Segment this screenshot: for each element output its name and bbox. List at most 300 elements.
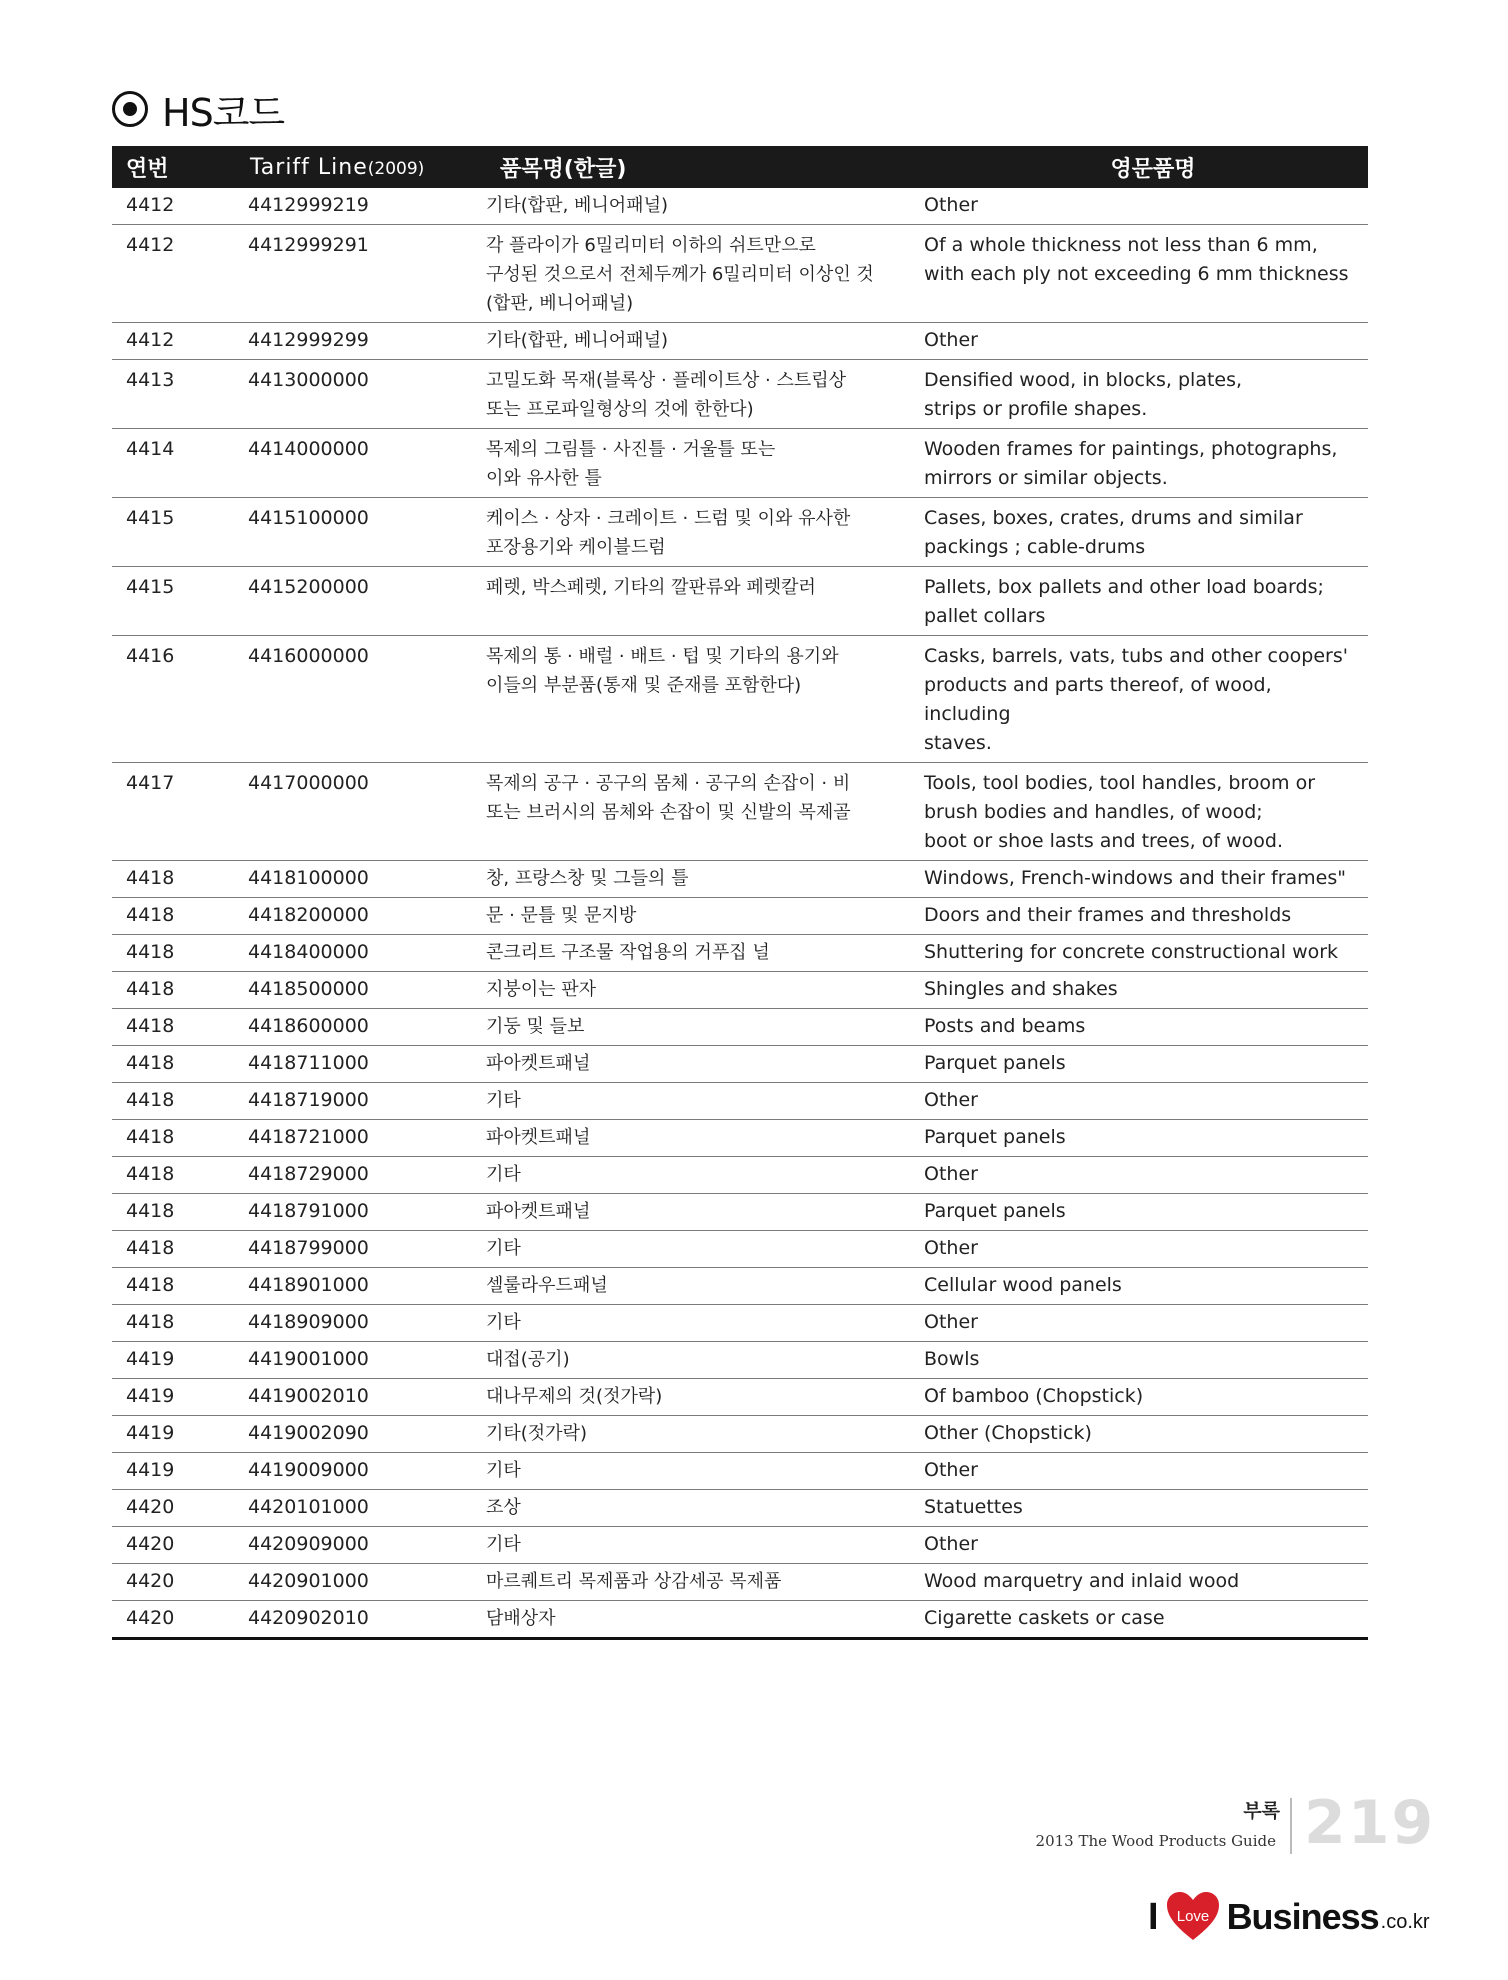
row-number-line: 4417 bbox=[126, 772, 175, 794]
header-tariff bbox=[236, 146, 486, 188]
page-title bbox=[112, 84, 284, 134]
korean-name bbox=[486, 1453, 924, 1490]
korean-name bbox=[486, 1120, 924, 1157]
korean-name-line: 이들의 부분품(통재 및 준재를 포함한다) bbox=[486, 675, 802, 696]
tariff-code-line: 4416000000 bbox=[248, 645, 369, 667]
table-row bbox=[112, 1194, 1368, 1231]
page-title-text: HS코드 bbox=[162, 90, 285, 135]
english-name bbox=[924, 188, 1368, 225]
korean-name-line: (합판, 베니어패널) bbox=[486, 293, 634, 314]
korean-name bbox=[486, 1305, 924, 1342]
tariff-code bbox=[236, 972, 486, 1009]
row-number bbox=[112, 429, 236, 498]
tariff-code bbox=[236, 1490, 486, 1527]
heart-icon bbox=[1165, 1890, 1221, 1944]
row-number bbox=[112, 1564, 236, 1601]
tariff-code bbox=[236, 1342, 486, 1379]
tariff-code bbox=[236, 1009, 486, 1046]
row-number bbox=[112, 188, 236, 225]
row-number bbox=[112, 898, 236, 935]
tariff-code-line: 4418791000 bbox=[248, 1200, 369, 1222]
row-number-line: 4419 bbox=[126, 1348, 175, 1370]
tariff-code bbox=[236, 1268, 486, 1305]
tariff-code-line: 4415100000 bbox=[248, 507, 369, 529]
tariff-code-line: 4418799000 bbox=[248, 1237, 369, 1259]
table-row bbox=[112, 1490, 1368, 1527]
english-name bbox=[924, 1268, 1368, 1305]
row-number-line: 4412 bbox=[126, 234, 175, 256]
english-name-line: Cigarette caskets or case bbox=[924, 1607, 1165, 1629]
tariff-code-line: 4418400000 bbox=[248, 941, 369, 963]
korean-name bbox=[486, 1490, 924, 1527]
table-row bbox=[112, 567, 1368, 636]
tariff-code bbox=[236, 636, 486, 763]
tariff-code bbox=[236, 1416, 486, 1453]
tariff-code-line: 4418719000 bbox=[248, 1089, 369, 1111]
row-number-line: 4412 bbox=[126, 329, 175, 351]
row-number-line: 4418 bbox=[126, 1237, 175, 1259]
english-name-line: Densified wood, in blocks, plates, bbox=[924, 369, 1243, 391]
tariff-code-line: 4418909000 bbox=[248, 1311, 369, 1333]
row-number bbox=[112, 225, 236, 323]
english-name bbox=[924, 763, 1368, 861]
tariff-code bbox=[236, 1194, 486, 1231]
korean-name-line: 각 플라이가 6밀리미터 이하의 쉬트만으로 bbox=[486, 235, 816, 256]
row-number-line: 4418 bbox=[126, 1089, 175, 1111]
section-label: 부록 bbox=[1243, 1800, 1280, 1822]
tariff-code-line: 4414000000 bbox=[248, 438, 369, 460]
header-tariff-label: Tariff Line bbox=[250, 154, 368, 180]
english-name-line: Doors and their frames and thresholds bbox=[924, 904, 1292, 926]
row-number bbox=[112, 972, 236, 1009]
korean-name-line: 기타 bbox=[486, 1238, 521, 1259]
tariff-code bbox=[236, 323, 486, 360]
english-name-line: Other bbox=[924, 1089, 978, 1111]
row-number-line: 4412 bbox=[126, 194, 175, 216]
row-number-line: 4416 bbox=[126, 645, 175, 667]
row-number-line: 4419 bbox=[126, 1422, 175, 1444]
tariff-code-line: 4418711000 bbox=[248, 1052, 369, 1074]
korean-name-line: 기타(젓가락) bbox=[486, 1423, 587, 1444]
tariff-code-line: 4420909000 bbox=[248, 1533, 369, 1555]
korean-name-line: 페렛, 박스페렛, 기타의 깔판류와 페렛칼러 bbox=[486, 577, 816, 598]
row-number-line: 4418 bbox=[126, 1311, 175, 1333]
korean-name-line: 포장용기와 케이블드럼 bbox=[486, 537, 666, 558]
brand-logo bbox=[1148, 1890, 1430, 1944]
english-name-line: mirrors or similar objects. bbox=[924, 467, 1168, 489]
table-row bbox=[112, 972, 1368, 1009]
row-number bbox=[112, 1379, 236, 1416]
row-number bbox=[112, 567, 236, 636]
korean-name bbox=[486, 1268, 924, 1305]
table-body bbox=[112, 188, 1368, 1639]
english-name bbox=[924, 1231, 1368, 1268]
table-row bbox=[112, 1083, 1368, 1120]
tariff-code bbox=[236, 1305, 486, 1342]
english-name bbox=[924, 225, 1368, 323]
table-row bbox=[112, 1453, 1368, 1490]
english-name bbox=[924, 861, 1368, 898]
tariff-code-line: 4418100000 bbox=[248, 867, 369, 889]
english-name-line: Of bamboo (Chopstick) bbox=[924, 1385, 1144, 1407]
english-name-line: Tools, tool bodies, tool handles, broom or bbox=[924, 772, 1316, 794]
row-number bbox=[112, 323, 236, 360]
tariff-code bbox=[236, 1046, 486, 1083]
english-name bbox=[924, 636, 1368, 763]
english-name-line: with each ply not exceeding 6 mm thickness bbox=[924, 263, 1349, 285]
korean-name bbox=[486, 1157, 924, 1194]
korean-name-line: 기타(합판, 베니어패널) bbox=[486, 195, 668, 216]
english-name bbox=[924, 1453, 1368, 1490]
english-name-line: Casks, barrels, vats, tubs and other coopers' bbox=[924, 645, 1348, 667]
english-name-line: Statuettes bbox=[924, 1496, 1023, 1518]
row-number-line: 4420 bbox=[126, 1570, 175, 1592]
tariff-code bbox=[236, 188, 486, 225]
korean-name bbox=[486, 861, 924, 898]
tariff-code bbox=[236, 360, 486, 429]
target-bullet-icon bbox=[112, 91, 148, 127]
english-name-line: Of a whole thickness not less than 6 mm, bbox=[924, 234, 1318, 256]
tariff-code-line: 4418901000 bbox=[248, 1274, 369, 1296]
korean-name bbox=[486, 1083, 924, 1120]
tariff-code-line: 4418500000 bbox=[248, 978, 369, 1000]
table-row bbox=[112, 898, 1368, 935]
english-name bbox=[924, 1046, 1368, 1083]
english-name bbox=[924, 1564, 1368, 1601]
tariff-code bbox=[236, 1527, 486, 1564]
korean-name-line: 기타(합판, 베니어패널) bbox=[486, 330, 668, 351]
korean-name bbox=[486, 1046, 924, 1083]
korean-name bbox=[486, 1379, 924, 1416]
row-number bbox=[112, 1157, 236, 1194]
korean-name-line: 셀룰라우드패널 bbox=[486, 1275, 608, 1296]
table-row bbox=[112, 1157, 1368, 1194]
row-number bbox=[112, 1194, 236, 1231]
korean-name-line: 기타 bbox=[486, 1460, 521, 1481]
korean-name bbox=[486, 935, 924, 972]
table-row bbox=[112, 498, 1368, 567]
table-row bbox=[112, 935, 1368, 972]
korean-name bbox=[486, 1564, 924, 1601]
english-name bbox=[924, 898, 1368, 935]
tariff-code-line: 4418600000 bbox=[248, 1015, 369, 1037]
table-row bbox=[112, 188, 1368, 225]
row-number bbox=[112, 1416, 236, 1453]
korean-name-line: 파아켓트패널 bbox=[486, 1127, 591, 1148]
english-name bbox=[924, 935, 1368, 972]
row-number-line: 4420 bbox=[126, 1496, 175, 1518]
tariff-code-line: 4420902010 bbox=[248, 1607, 369, 1629]
row-number-line: 4418 bbox=[126, 1274, 175, 1296]
korean-name bbox=[486, 1342, 924, 1379]
table-row bbox=[112, 1342, 1368, 1379]
korean-name-line: 또는 브러시의 몸체와 손잡이 및 신발의 목제골 bbox=[486, 802, 851, 823]
english-name-line: Other (Chopstick) bbox=[924, 1422, 1092, 1444]
korean-name-line: 기타 bbox=[486, 1534, 521, 1555]
table-row bbox=[112, 1527, 1368, 1564]
row-number-line: 4418 bbox=[126, 1200, 175, 1222]
header-korean-name: 품목명(한글) bbox=[486, 146, 924, 188]
english-name bbox=[924, 1601, 1368, 1639]
tariff-code bbox=[236, 567, 486, 636]
korean-name bbox=[486, 498, 924, 567]
korean-name-line: 목제의 공구 · 공구의 몸체 · 공구의 손잡이 · 비 bbox=[486, 773, 851, 794]
english-name bbox=[924, 360, 1368, 429]
korean-name-line: 창, 프랑스창 및 그들의 틀 bbox=[486, 868, 689, 889]
tariff-code-line: 4412999219 bbox=[248, 194, 369, 216]
english-name-line: Wood marquetry and inlaid wood bbox=[924, 1570, 1240, 1592]
row-number bbox=[112, 1490, 236, 1527]
tariff-code bbox=[236, 498, 486, 567]
table-row bbox=[112, 763, 1368, 861]
tariff-code bbox=[236, 429, 486, 498]
korean-name bbox=[486, 360, 924, 429]
korean-name-line: 목제의 그림틀 · 사진틀 · 거울틀 또는 bbox=[486, 439, 776, 460]
row-number-line: 4415 bbox=[126, 576, 175, 598]
row-number-line: 4420 bbox=[126, 1533, 175, 1555]
korean-name-line: 이와 유사한 틀 bbox=[486, 468, 602, 489]
row-number bbox=[112, 1231, 236, 1268]
tariff-code bbox=[236, 1601, 486, 1639]
korean-name-line: 기타 bbox=[486, 1312, 521, 1333]
korean-name-line: 기둥 및 들보 bbox=[486, 1016, 585, 1037]
table-row bbox=[112, 1120, 1368, 1157]
korean-name bbox=[486, 1416, 924, 1453]
tariff-code bbox=[236, 898, 486, 935]
tariff-code-line: 4412999299 bbox=[248, 329, 369, 351]
korean-name-line: 담배상자 bbox=[486, 1608, 556, 1629]
row-number-line: 4418 bbox=[126, 1015, 175, 1037]
row-number-line: 4413 bbox=[126, 369, 175, 391]
english-name-line: Other bbox=[924, 194, 978, 216]
row-number bbox=[112, 861, 236, 898]
english-name-line: Windows, French-windows and their frames" bbox=[924, 867, 1347, 889]
english-name bbox=[924, 1120, 1368, 1157]
english-name-line: Wooden frames for paintings, photographs, bbox=[924, 438, 1338, 460]
korean-name-line: 구성된 것으로서 전체두께가 6밀리미터 이상인 것 bbox=[486, 264, 874, 285]
footer-divider bbox=[1290, 1798, 1292, 1854]
english-name bbox=[924, 1157, 1368, 1194]
korean-name-line: 고밀도화 목재(블록상 · 플레이트상 · 스트립상 bbox=[486, 370, 847, 391]
korean-name-line: 또는 프로파일형상의 것에 한한다) bbox=[486, 399, 754, 420]
tariff-code bbox=[236, 1379, 486, 1416]
english-name-line: Other bbox=[924, 1311, 978, 1333]
row-number bbox=[112, 1453, 236, 1490]
korean-name bbox=[486, 1231, 924, 1268]
english-name-line: Shuttering for concrete constructional work bbox=[924, 941, 1339, 963]
table-row bbox=[112, 1564, 1368, 1601]
english-name-line: Parquet panels bbox=[924, 1052, 1066, 1074]
row-number bbox=[112, 763, 236, 861]
row-number-line: 4419 bbox=[126, 1459, 175, 1481]
tariff-code-line: 4420901000 bbox=[248, 1570, 369, 1592]
tariff-code-line: 4418729000 bbox=[248, 1163, 369, 1185]
table-row bbox=[112, 636, 1368, 763]
row-number-line: 4418 bbox=[126, 1052, 175, 1074]
english-name-line: packings ; cable-drums bbox=[924, 536, 1146, 558]
table-row bbox=[112, 1231, 1368, 1268]
tariff-code bbox=[236, 861, 486, 898]
english-name-line: Cases, boxes, crates, drums and similar bbox=[924, 507, 1303, 529]
table-row bbox=[112, 225, 1368, 323]
korean-name-line: 기타 bbox=[486, 1090, 521, 1111]
korean-name-line: 콘크리트 구조물 작업용의 거푸집 널 bbox=[486, 942, 770, 963]
table-row bbox=[112, 1268, 1368, 1305]
korean-name bbox=[486, 1194, 924, 1231]
english-name-line: Pallets, box pallets and other load boards; bbox=[924, 576, 1324, 598]
english-name bbox=[924, 567, 1368, 636]
row-number bbox=[112, 1009, 236, 1046]
header-num: 연번 bbox=[112, 146, 236, 188]
english-name-line: Other bbox=[924, 329, 978, 351]
row-number-line: 4420 bbox=[126, 1607, 175, 1629]
tariff-code-line: 4420101000 bbox=[248, 1496, 369, 1518]
hs-code-table bbox=[112, 146, 1368, 1640]
korean-name bbox=[486, 1601, 924, 1639]
row-number-line: 4419 bbox=[126, 1385, 175, 1407]
korean-name bbox=[486, 567, 924, 636]
table-row bbox=[112, 323, 1368, 360]
tariff-code-line: 4413000000 bbox=[248, 369, 369, 391]
table-row bbox=[112, 1305, 1368, 1342]
english-name-line: Other bbox=[924, 1459, 978, 1481]
guide-title: 2013 The Wood Products Guide bbox=[1035, 1832, 1276, 1850]
row-number-line: 4418 bbox=[126, 867, 175, 889]
korean-name-line: 문 · 문틀 및 문지방 bbox=[486, 905, 637, 926]
tariff-code bbox=[236, 1453, 486, 1490]
english-name bbox=[924, 429, 1368, 498]
korean-name bbox=[486, 763, 924, 861]
row-number bbox=[112, 1342, 236, 1379]
table-row bbox=[112, 1046, 1368, 1083]
row-number bbox=[112, 498, 236, 567]
korean-name bbox=[486, 429, 924, 498]
korean-name-line: 기타 bbox=[486, 1164, 521, 1185]
tariff-code-line: 4412999291 bbox=[248, 234, 369, 256]
english-name bbox=[924, 1490, 1368, 1527]
table-row bbox=[112, 1379, 1368, 1416]
table-row bbox=[112, 1416, 1368, 1453]
english-name bbox=[924, 1305, 1368, 1342]
tariff-code-line: 4419001000 bbox=[248, 1348, 369, 1370]
english-name bbox=[924, 1527, 1368, 1564]
korean-name-line: 목제의 통 · 배럴 · 배트 · 텁 및 기타의 용기와 bbox=[486, 646, 839, 667]
tariff-code bbox=[236, 225, 486, 323]
tariff-code-line: 4419002090 bbox=[248, 1422, 369, 1444]
korean-name-line: 마르퀘트리 목제품과 상감세공 목제품 bbox=[486, 1571, 782, 1592]
korean-name bbox=[486, 898, 924, 935]
tariff-code bbox=[236, 1120, 486, 1157]
row-number bbox=[112, 360, 236, 429]
english-name bbox=[924, 972, 1368, 1009]
korean-name-line: 조상 bbox=[486, 1497, 521, 1518]
brand-i: I bbox=[1148, 1895, 1159, 1938]
korean-name-line: 파아켓트패널 bbox=[486, 1053, 591, 1074]
row-number-line: 4418 bbox=[126, 1163, 175, 1185]
tariff-code-line: 4417000000 bbox=[248, 772, 369, 794]
english-name-line: Parquet panels bbox=[924, 1200, 1066, 1222]
english-name-line: Shingles and shakes bbox=[924, 978, 1118, 1000]
english-name bbox=[924, 323, 1368, 360]
tariff-code bbox=[236, 935, 486, 972]
header-english-name: 영문품명 bbox=[924, 146, 1368, 188]
row-number bbox=[112, 636, 236, 763]
korean-name-line: 케이스 · 상자 · 크레이트 · 드럼 및 이와 유사한 bbox=[486, 508, 851, 529]
korean-name-line: 대접(공기) bbox=[486, 1349, 570, 1370]
english-name-line: Parquet panels bbox=[924, 1126, 1066, 1148]
tariff-code bbox=[236, 1564, 486, 1601]
table-row bbox=[112, 360, 1368, 429]
tariff-code bbox=[236, 763, 486, 861]
tariff-code-line: 4419009000 bbox=[248, 1459, 369, 1481]
table-header bbox=[112, 146, 1368, 188]
row-number-line: 4418 bbox=[126, 941, 175, 963]
row-number bbox=[112, 1268, 236, 1305]
english-name-line: brush bodies and handles, of wood; bbox=[924, 801, 1263, 823]
row-number bbox=[112, 1083, 236, 1120]
table-row bbox=[112, 1601, 1368, 1639]
korean-name-line: 대나무제의 것(젓가락) bbox=[486, 1386, 663, 1407]
header-tariff-year: (2009) bbox=[367, 158, 425, 179]
english-name-line: boot or shoe lasts and trees, of wood. bbox=[924, 830, 1284, 852]
korean-name bbox=[486, 636, 924, 763]
brand-business: Business bbox=[1226, 1896, 1379, 1937]
english-name bbox=[924, 1416, 1368, 1453]
korean-name-line: 파아켓트패널 bbox=[486, 1201, 591, 1222]
row-number bbox=[112, 1601, 236, 1639]
korean-name bbox=[486, 1527, 924, 1564]
english-name-line: Other bbox=[924, 1533, 978, 1555]
row-number bbox=[112, 935, 236, 972]
english-name-line: products and parts thereof, of wood, including bbox=[924, 674, 1272, 725]
row-number-line: 4415 bbox=[126, 507, 175, 529]
english-name bbox=[924, 1194, 1368, 1231]
row-number bbox=[112, 1046, 236, 1083]
tariff-code bbox=[236, 1083, 486, 1120]
korean-name bbox=[486, 188, 924, 225]
korean-name-line: 지붕이는 판자 bbox=[486, 979, 597, 1000]
tariff-code bbox=[236, 1157, 486, 1194]
tariff-code bbox=[236, 1231, 486, 1268]
tariff-code-line: 4418721000 bbox=[248, 1126, 369, 1148]
row-number bbox=[112, 1527, 236, 1564]
row-number bbox=[112, 1305, 236, 1342]
brand-domain: .co.kr bbox=[1380, 1910, 1430, 1933]
english-name bbox=[924, 1379, 1368, 1416]
korean-name bbox=[486, 1009, 924, 1046]
english-name-line: Posts and beams bbox=[924, 1015, 1086, 1037]
page-number: 219 bbox=[1304, 1788, 1436, 1858]
row-number-line: 4418 bbox=[126, 1126, 175, 1148]
english-name-line: Bowls bbox=[924, 1348, 980, 1370]
table-row bbox=[112, 861, 1368, 898]
english-name-line: Other bbox=[924, 1163, 978, 1185]
english-name-line: Other bbox=[924, 1237, 978, 1259]
korean-name bbox=[486, 323, 924, 360]
table-row bbox=[112, 1009, 1368, 1046]
english-name-line: strips or profile shapes. bbox=[924, 398, 1148, 420]
english-name-line: Cellular wood panels bbox=[924, 1274, 1122, 1296]
row-number-line: 4418 bbox=[126, 978, 175, 1000]
tariff-code-line: 4418200000 bbox=[248, 904, 369, 926]
row-number-line: 4418 bbox=[126, 904, 175, 926]
english-name bbox=[924, 1342, 1368, 1379]
tariff-code-line: 4415200000 bbox=[248, 576, 369, 598]
row-number bbox=[112, 1120, 236, 1157]
row-number-line: 4414 bbox=[126, 438, 175, 460]
korean-name bbox=[486, 225, 924, 323]
english-name-line: staves. bbox=[924, 732, 992, 754]
